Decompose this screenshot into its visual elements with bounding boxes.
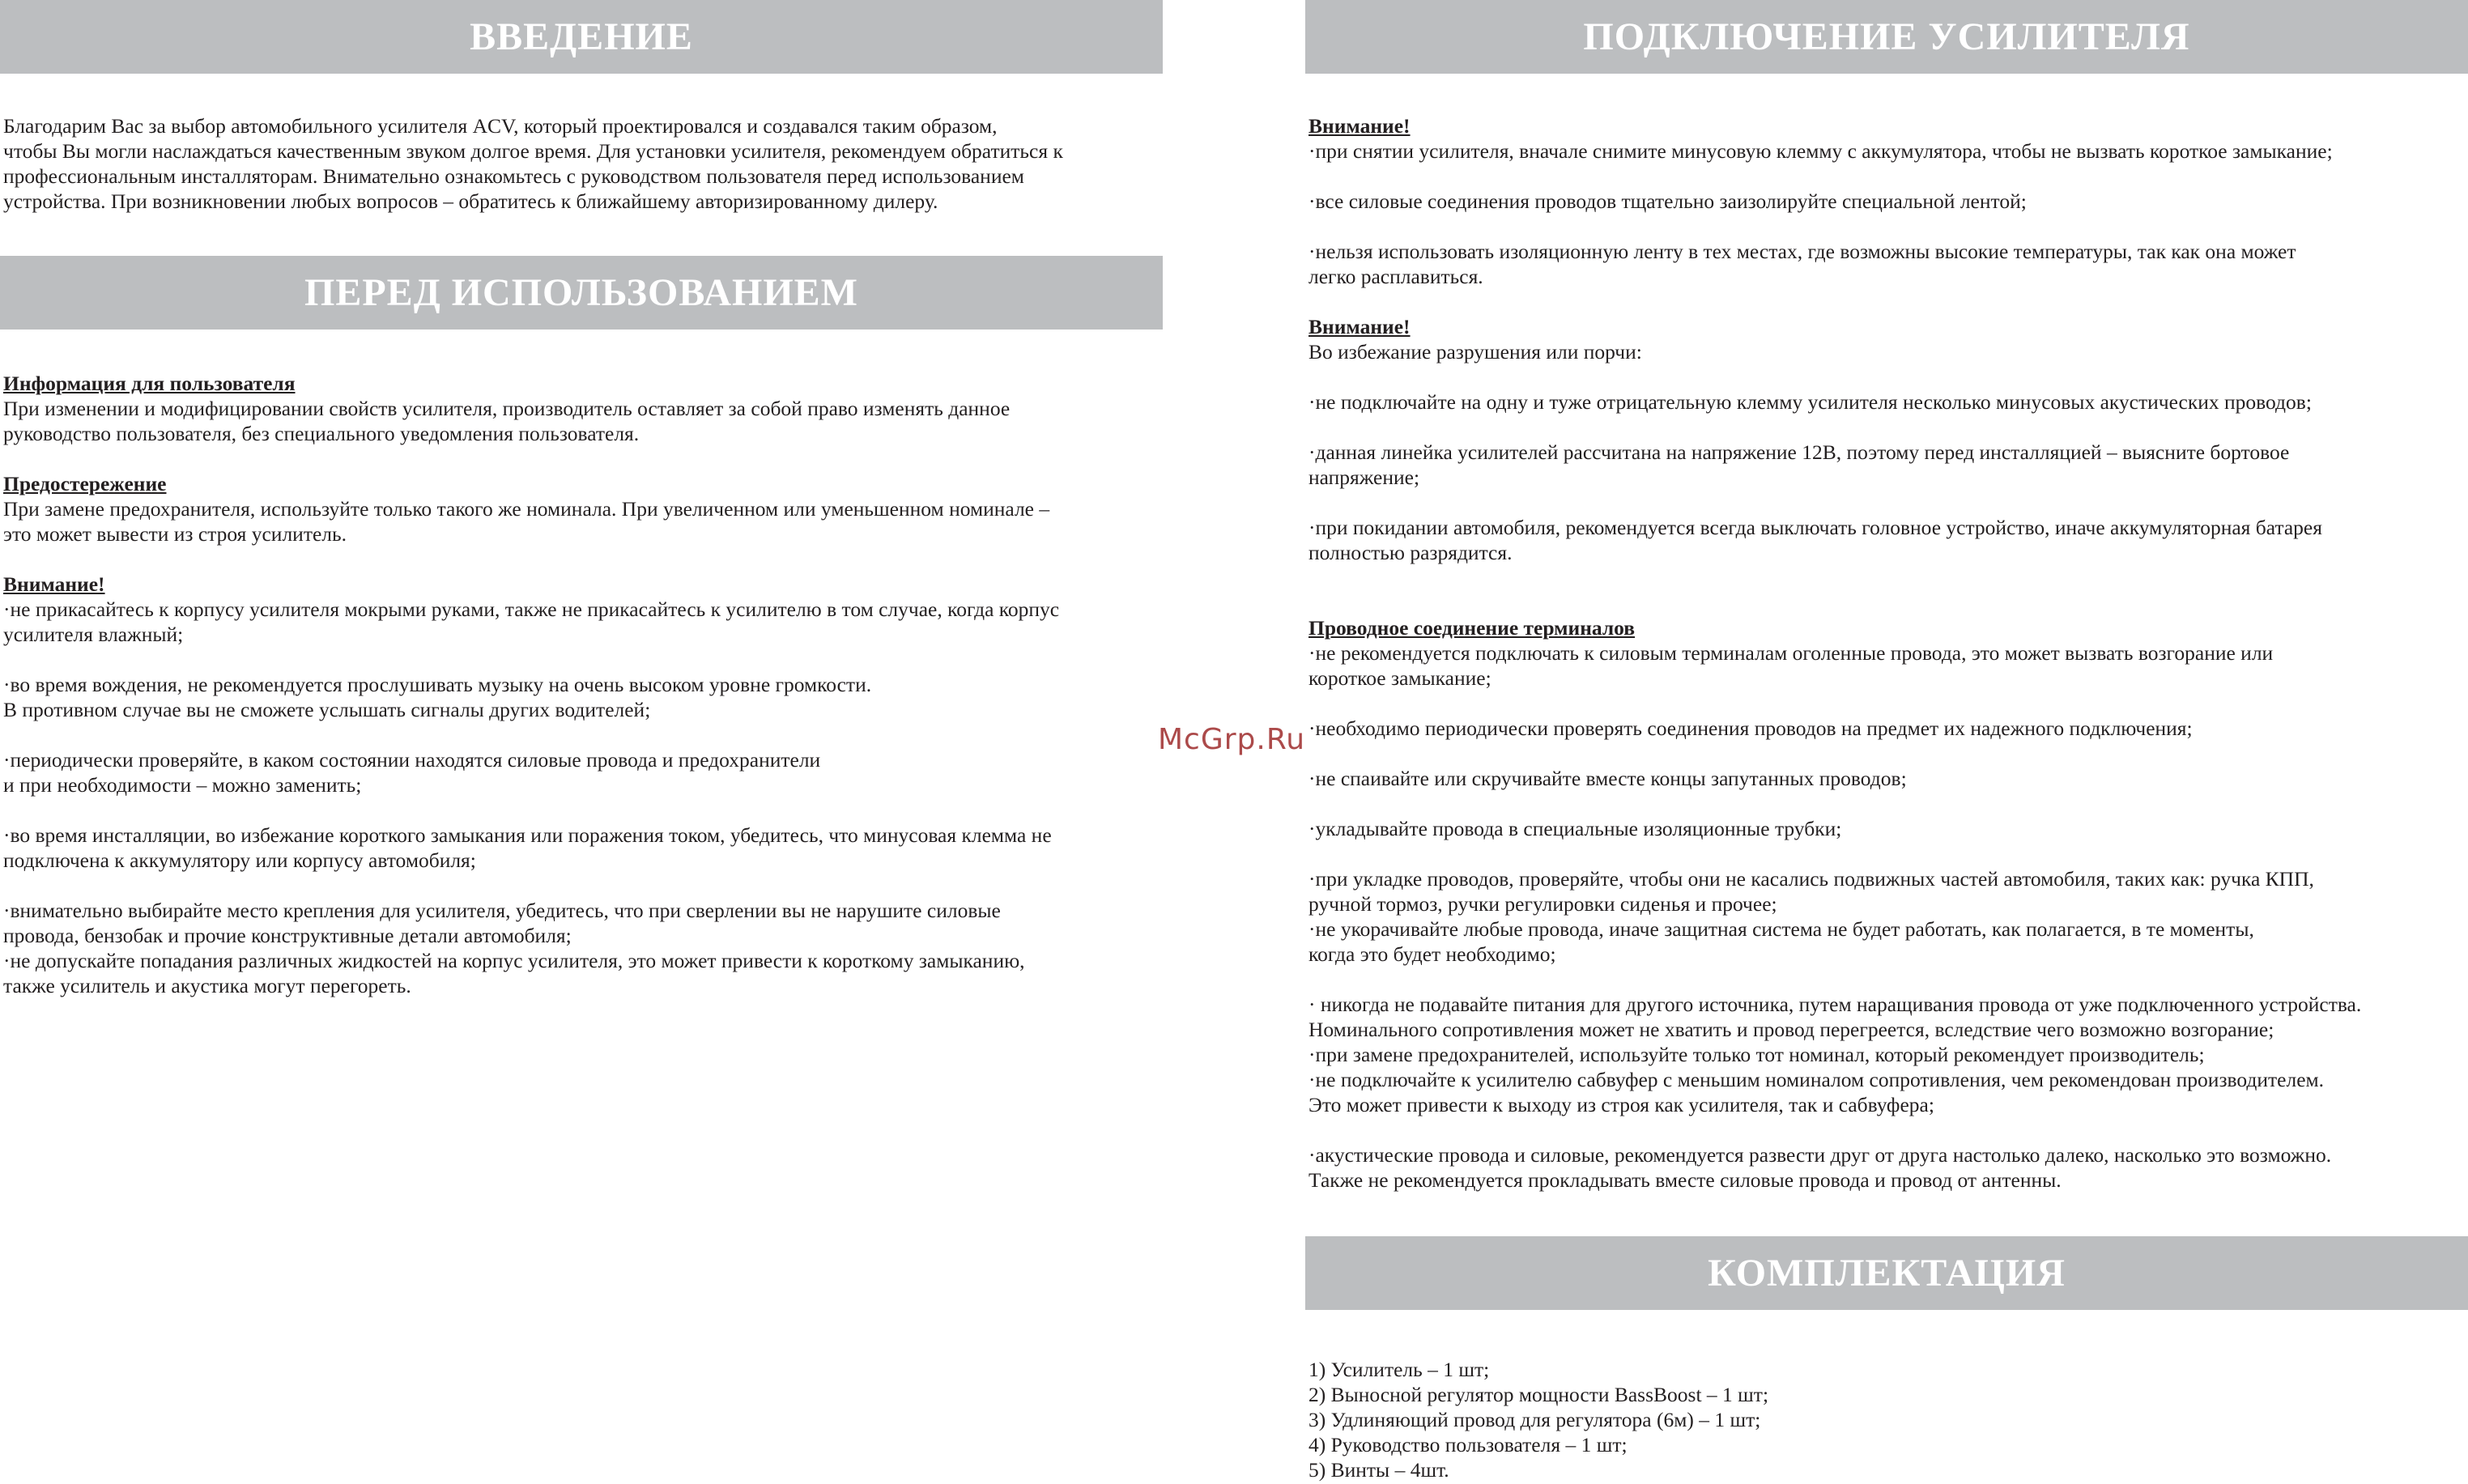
connection-banner — [1305, 0, 2468, 74]
kit-item: 1) Усилитель – 1 шт; — [1308, 1358, 1490, 1381]
attention-heading: Внимание! — [1308, 315, 1411, 338]
wiring-item: ·при укладке проводов, проверяйте, чтобы они не касались подвижных частей автомобиля, таких как: ручка КПП, ручной тормоз, ручки регулировки сиденья и прочее; ·не укорачивайте любые провода, иначе защитная система не будет работать, как полагается, в те моменты, когда это будет необходимо; — [1308, 867, 2314, 966]
wiring-item: ·необходимо периодически проверять соединения проводов на предмет их надежного подключения; — [1308, 716, 2193, 740]
kit-list — [1308, 1357, 2468, 1482]
kit-item: 2) Выносной регулятор мощности BassBoost – 1 шт; — [1308, 1383, 1769, 1406]
connection-item: ·при покидании автомобиля, рекомендуется всегда выключать головное устройство, иначе аккумуляторная батарея полностью разрядится. — [1308, 516, 2322, 564]
connection-title: ПОДКЛЮЧЕНИЕ УСИЛИТЕЛЯ — [1583, 15, 2190, 58]
wiring-item: ·акустические провода и силовые, рекомендуется развести друг от друга настолько далеко, насколько это возможно. Также не рекомендуется прокладывать вместе силовые провода и провод от антенны. — [1308, 1143, 2332, 1192]
kit-item: 3) Удлиняющий провод для регулятора (6м) – 1 шт; — [1308, 1408, 1761, 1431]
attention-heading: Внимание! — [3, 572, 105, 596]
attention-item: ·во время вождения, не рекомендуется прослушивать музыку на очень высоком уровне громкости. В противном случае вы не сможете услышать сигналы других водителей; — [3, 673, 872, 721]
connection-item: ·при снятии усилителя, вначале снимите минусовую клемму с аккумулятора, чтобы не вызвать короткое замыкание; — [1308, 139, 2333, 163]
intro-title: ВВЕДЕНИЕ — [470, 15, 693, 58]
intro-section — [3, 113, 1163, 214]
before-use-section — [3, 371, 1163, 998]
kit-item: 5) Винты – 4шт. — [1308, 1458, 1449, 1482]
user-info-text: При изменении и модифицировании свойств усилителя, производитель оставляет за собой право изменять данное руководство пользователя, без специального уведомления пользователя. — [3, 397, 1011, 445]
kit-item: 4) Руководство пользователя – 1 шт; — [1308, 1433, 1628, 1456]
wiring-heading: Проводное соединение терминалов — [1308, 616, 1636, 640]
wiring-item: ·не спаивайте или скручивайте вместе концы запутанных проводов; — [1308, 767, 1907, 790]
connection-item: ·нельзя использовать изоляционную ленту в тех местах, где возможны высокие температуры, так как она может легко расплавиться. — [1308, 240, 2296, 288]
before-use-banner — [0, 256, 1163, 330]
connection-item: ·данная линейка усилителей рассчитана на напряжение 12В, поэтому перед инсталляцией – выясните бортовое напряжение; — [1308, 440, 2290, 489]
wiring-item: · никогда не подавайте питания для другого источника, путем наращивания провода от уже подключенного устройства. Номинального сопротивления может не хватить и провод перегреется, вследствие чего возможно возгорание; ·при замене предохранителей, используйте только тот номинал, который рекомендует производитель; ·не подключайте к усилителю сабвуфер с меньшим номиналом сопротивления, чем рекомендован производителем. Это может привести к выходу из строя как усилителя, так и сабвуфера; — [1308, 993, 2362, 1116]
connection-item: ·все силовые соединения проводов тщательно заизолируйте специальной лентой; — [1308, 189, 2027, 213]
attention-item: ·периодически проверяйте, в каком состоянии находятся силовые провода и предохранители и при необходимости – можно заменить; — [3, 748, 821, 797]
attention-item: ·не прикасайтесь к корпусу усилителя мокрыми руками, также не прикасайтесь к усилителю в том случае, когда корпус усилителя влажный; — [3, 597, 1060, 646]
user-info-heading: Информация для пользователя — [3, 372, 296, 395]
intro-banner — [0, 0, 1163, 74]
attention-item: ·во время инсталляции, во избежание короткого замыкания или поражения током, убедитесь, что минусовая клемма не подключена к аккумулятору или корпусу автомобиля; — [3, 823, 1052, 872]
kit-banner — [1305, 1236, 2468, 1310]
kit-title: КОМПЛЕКТАЦИЯ — [1708, 1252, 2066, 1295]
wiring-item: ·не рекомендуется подключать к силовым терминалам оголенные провода, это может вызвать возгорание или короткое замыкание; — [1308, 641, 2274, 690]
warning-text: При замене предохранителя, используйте только такого же номинала. При увеличенном или уменьшенном номинале – это может вывести из строя усилитель. — [3, 497, 1050, 546]
intro-text: Благодарим Вас за выбор автомобильного усилителя ACV, который проектировался и создавался таким образом, чтобы Вы могли наслаждаться качественным звуком долгое время. Для установки усилителя, рекомендуем обратиться к профессиональным инсталляторам. Внимательно ознакомьтесь с руководством пользователя перед использованием устройства. При возникновении любых вопросов – обратитесь к ближайшему авторизированному дилеру. — [3, 114, 1063, 213]
warning-heading: Предостережение — [3, 472, 167, 495]
before-use-title: ПЕРЕД ИСПОЛЬЗОВАНИЕМ — [304, 271, 858, 314]
connection-item: ·не подключайте на одну и туже отрицательную клемму усилителя несколько минусовых акустических проводов; — [1308, 390, 2312, 414]
attention-item: ·внимательно выбирайте место крепления для усилителя, убедитесь, что при сверлении вы не нарушите силовые провода, бензобак и прочие конструктивные детали автомобиля; ·не допускайте попадания различных жидкостей на корпус усилителя, это может привести к короткому замыканию, также усилитель и акустика могут перегореть. — [3, 899, 1025, 997]
attention-heading: Внимание! — [1308, 114, 1411, 138]
watermark: McGrp.Ru — [1158, 723, 1306, 756]
wiring-item: ·укладывайте провода в специальные изоляционные трубки; — [1308, 817, 1842, 840]
connection-item: Во избежание разрушения или порчи: — [1308, 340, 1642, 364]
connection-section — [1308, 113, 2468, 1193]
